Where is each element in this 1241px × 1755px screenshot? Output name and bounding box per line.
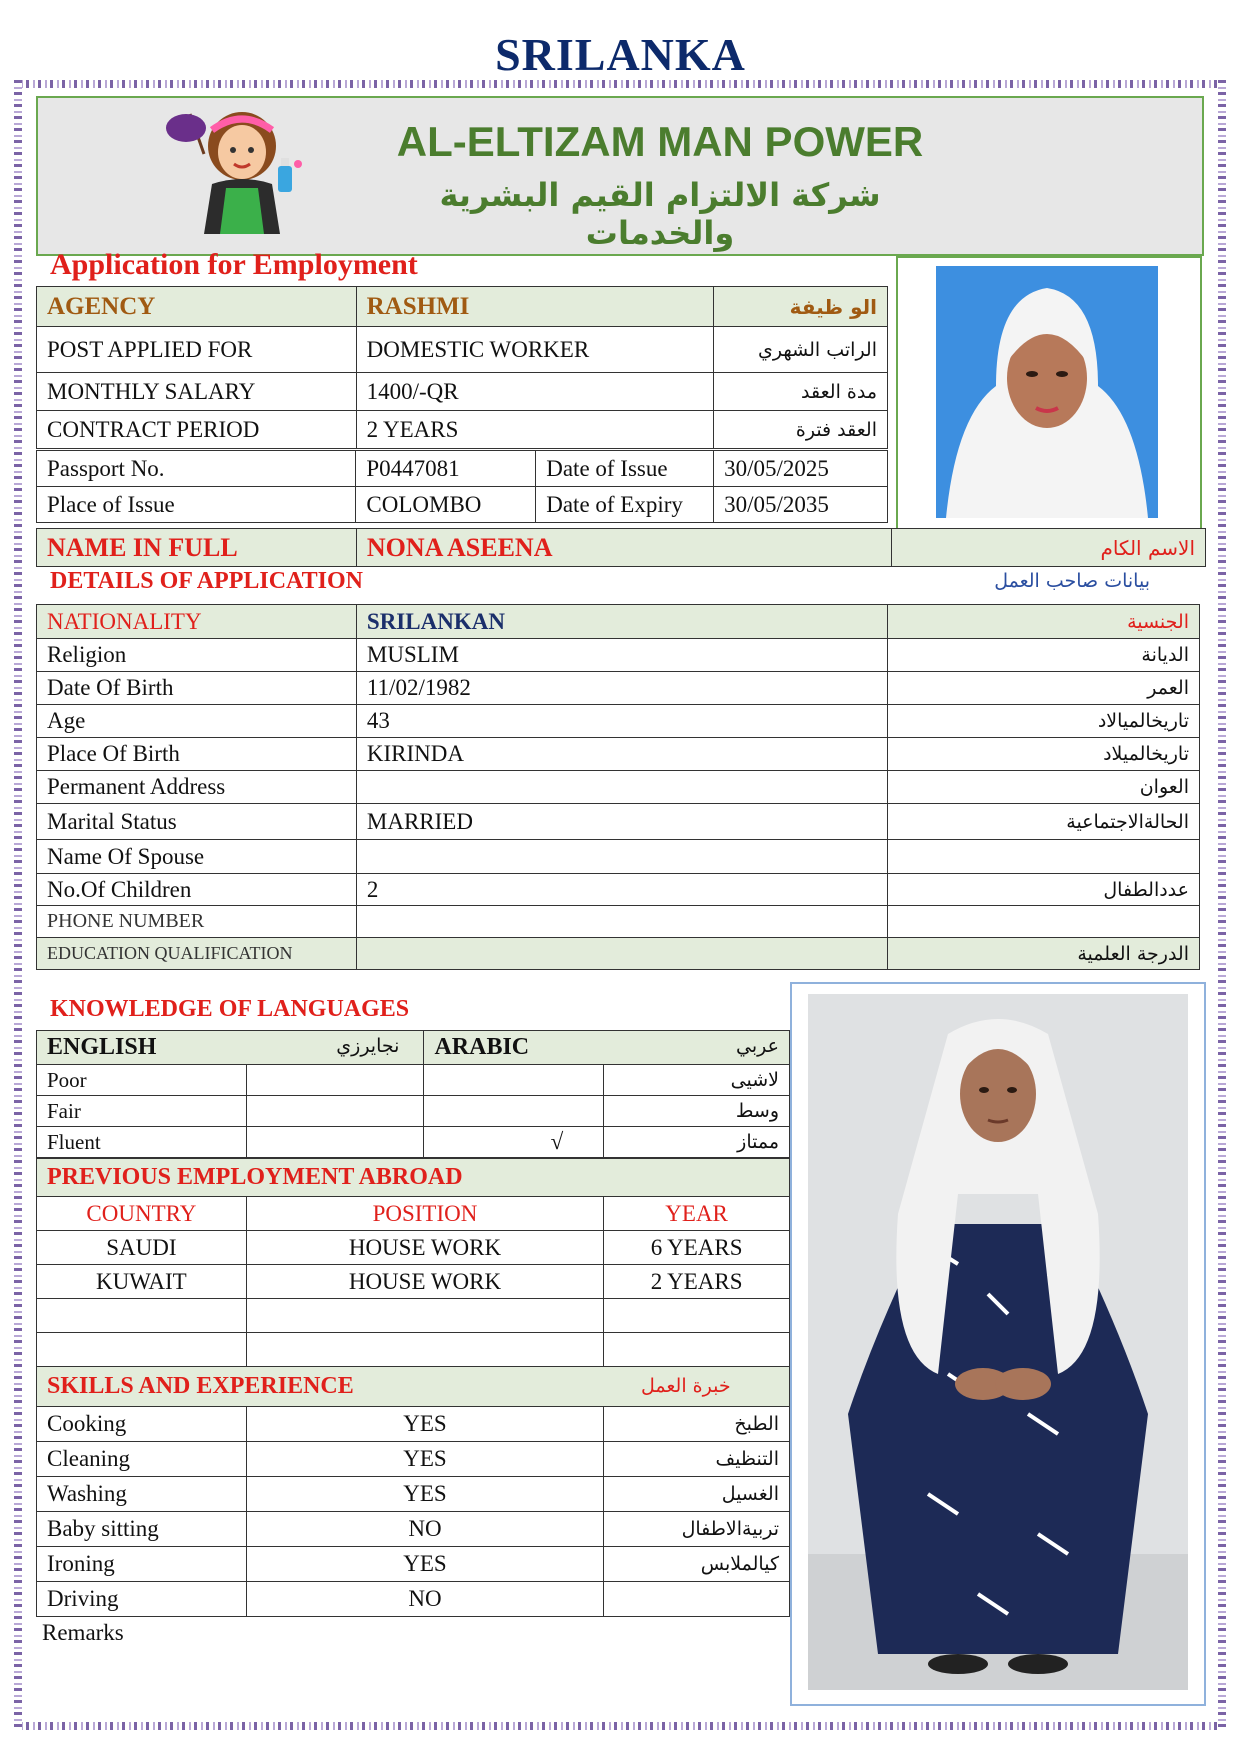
education-value xyxy=(356,938,887,970)
table-row xyxy=(37,1197,790,1231)
table-row xyxy=(37,804,1200,840)
nationality-arabic: الجنسية xyxy=(888,605,1200,639)
company-name-english: AL-ELTIZAM MAN POWER xyxy=(396,118,924,165)
languages-title: KNOWLEDGE OF LANGUAGES xyxy=(50,996,410,1022)
table-row xyxy=(37,1582,790,1617)
table-row xyxy=(37,1442,790,1477)
salary-arabic: مدة العقد xyxy=(714,373,888,411)
skills-title-arabic: خبرة العمل xyxy=(641,1375,731,1397)
fair-english xyxy=(246,1096,424,1127)
country-cell: KUWAIT xyxy=(37,1265,247,1299)
religion-arabic: الديانة xyxy=(888,639,1200,672)
salary-value: 1400/-QR xyxy=(356,373,714,411)
skill-arabic: التنظيف xyxy=(604,1442,790,1477)
english-header xyxy=(37,1031,424,1065)
children-label: No.Of Children xyxy=(37,874,357,906)
post-label: POST APPLIED FOR xyxy=(37,327,357,373)
skill-label: Cleaning xyxy=(37,1442,247,1477)
passport-no-value: P0447081 xyxy=(356,451,536,487)
table-row xyxy=(37,906,1200,938)
year-cell: 2 YEARS xyxy=(604,1265,790,1299)
poor-arabic xyxy=(424,1065,604,1096)
english-label: ENGLISH xyxy=(47,1034,157,1060)
skills-header xyxy=(37,1367,790,1407)
phone-label: PHONE NUMBER xyxy=(37,906,357,938)
arabic-arabic-label: عربي xyxy=(736,1035,779,1057)
page-title: SRILANKA xyxy=(495,29,746,80)
year-cell xyxy=(604,1299,790,1333)
position-header: POSITION xyxy=(246,1197,603,1231)
skill-label: Baby sitting xyxy=(37,1512,247,1547)
expiry-date-value: 30/05/2035 xyxy=(714,487,888,523)
position-cell: HOUSE WORK xyxy=(246,1231,603,1265)
age-value: 43 xyxy=(356,705,887,738)
table-row xyxy=(37,1127,790,1158)
post-value: DOMESTIC WORKER xyxy=(356,327,714,373)
skill-value: YES xyxy=(246,1442,603,1477)
passport-no-label: Passport No. xyxy=(37,451,356,487)
form-title: Application for Employment xyxy=(50,248,418,281)
phone-arabic xyxy=(888,906,1200,938)
spouse-value xyxy=(356,840,887,874)
table-row xyxy=(37,487,888,523)
issue-date-label: Date of Issue xyxy=(536,451,714,487)
birthplace-value: KIRINDA xyxy=(356,738,887,771)
country-header: COUNTRY xyxy=(37,1197,247,1231)
skill-value: NO xyxy=(246,1512,603,1547)
skill-value: YES xyxy=(246,1547,603,1582)
full-name-label: NAME IN FULL xyxy=(37,529,357,567)
agency-value: RASHMI xyxy=(356,287,714,327)
agency-label: AGENCY xyxy=(37,287,357,327)
contract-value: 2 YEARS xyxy=(356,411,714,449)
table-row xyxy=(37,1299,790,1333)
country-cell xyxy=(37,1299,247,1333)
full-name-arabic: الاسم الكام xyxy=(892,529,1206,567)
skills-title: SKILLS AND EXPERIENCE xyxy=(47,1373,354,1399)
position-cell: HOUSE WORK xyxy=(246,1265,603,1299)
education-arabic: الدرجة العلمية xyxy=(888,938,1200,970)
arabic-header xyxy=(424,1031,790,1065)
fair-arabic-label: وسط xyxy=(604,1096,790,1127)
year-header: YEAR xyxy=(604,1197,790,1231)
spouse-label: Name Of Spouse xyxy=(37,840,357,874)
full-photo-frame xyxy=(790,982,1206,1706)
skill-arabic: كيالملابس xyxy=(604,1547,790,1582)
marital-arabic: الحالةالاجتماعية xyxy=(888,804,1200,840)
position-cell xyxy=(246,1299,603,1333)
place-issue-label: Place of Issue xyxy=(37,487,356,523)
spouse-arabic xyxy=(888,840,1200,874)
fluent-label: Fluent xyxy=(37,1127,247,1158)
name-table xyxy=(36,528,1206,567)
country-cell xyxy=(37,1333,247,1367)
full-name-value: NONA ASEENA xyxy=(356,529,891,567)
table-row xyxy=(37,938,1200,970)
table-row xyxy=(37,1065,790,1096)
table-row xyxy=(37,451,888,487)
table-row xyxy=(37,373,888,411)
table-row xyxy=(37,1159,790,1197)
poor-english xyxy=(246,1065,424,1096)
table-row xyxy=(37,1367,790,1407)
table-row xyxy=(37,639,1200,672)
skill-value: NO xyxy=(246,1582,603,1617)
passport-table xyxy=(36,450,888,523)
skill-arabic xyxy=(604,1582,790,1617)
skill-value: YES xyxy=(246,1407,603,1442)
marital-value: MARRIED xyxy=(356,804,887,840)
skills-table xyxy=(36,1366,790,1617)
skill-label: Cooking xyxy=(37,1407,247,1442)
table-row xyxy=(37,1231,790,1265)
table-row xyxy=(37,1031,790,1065)
children-arabic: عددالطفال xyxy=(888,874,1200,906)
skill-value: YES xyxy=(246,1477,603,1512)
agency-arabic: الو ظيفة xyxy=(714,287,888,327)
post-arabic: الراتب الشهري xyxy=(714,327,888,373)
year-cell xyxy=(604,1333,790,1367)
details-table xyxy=(36,604,1200,970)
issue-date-value: 30/05/2025 xyxy=(714,451,888,487)
table-row xyxy=(37,1477,790,1512)
table-row xyxy=(37,529,1206,567)
table-row xyxy=(37,874,1200,906)
passport-photo xyxy=(936,266,1158,518)
details-title-arabic: بيانات صاحب العمل xyxy=(994,570,1150,592)
frame-right-border xyxy=(1218,80,1226,1730)
religion-value: MUSLIM xyxy=(356,639,887,672)
fluent-arabic: √ xyxy=(424,1127,604,1158)
address-value xyxy=(356,771,887,804)
position-cell xyxy=(246,1333,603,1367)
table-row xyxy=(37,771,1200,804)
table-row xyxy=(37,1512,790,1547)
company-name-arabic: شركة الالتزام القيم البشرية والخدمات xyxy=(439,176,881,252)
education-label: EDUCATION QUALIFICATION xyxy=(37,938,357,970)
table-row xyxy=(37,327,888,373)
agency-table xyxy=(36,286,888,449)
table-row xyxy=(37,1407,790,1442)
fluent-arabic-label: ممتاز xyxy=(604,1127,790,1158)
skill-label: Ironing xyxy=(37,1547,247,1582)
expiry-date-label: Date of Expiry xyxy=(536,487,714,523)
phone-value xyxy=(356,906,887,938)
skill-label: Washing xyxy=(37,1477,247,1512)
country-cell: SAUDI xyxy=(37,1231,247,1265)
address-arabic: العوان xyxy=(888,771,1200,804)
table-row xyxy=(37,840,1200,874)
fair-label: Fair xyxy=(37,1096,247,1127)
fluent-english xyxy=(246,1127,424,1158)
table-row xyxy=(37,287,888,327)
birthplace-arabic: تاريخالميلاد xyxy=(888,738,1200,771)
fair-arabic xyxy=(424,1096,604,1127)
poor-label: Poor xyxy=(37,1065,247,1096)
skill-label: Driving xyxy=(37,1582,247,1617)
children-value: 2 xyxy=(356,874,887,906)
skill-arabic: الطبخ xyxy=(604,1407,790,1442)
table-row xyxy=(37,411,888,449)
dob-value: 11/02/1982 xyxy=(356,672,887,705)
remarks-label: Remarks xyxy=(42,1620,124,1645)
skill-arabic: الغسيل xyxy=(604,1477,790,1512)
nationality-value: SRILANKAN xyxy=(356,605,887,639)
frame-bottom-border xyxy=(14,1722,1226,1730)
table-row xyxy=(37,1265,790,1299)
table-row xyxy=(37,1333,790,1367)
nationality-label: NATIONALITY xyxy=(37,605,357,639)
place-issue-value: COLOMBO xyxy=(356,487,536,523)
address-label: Permanent Address xyxy=(37,771,357,804)
dob-arabic: العمر xyxy=(888,672,1200,705)
contract-arabic: العقد فترة xyxy=(714,411,888,449)
skill-arabic: تربيةالاطفال xyxy=(604,1512,790,1547)
age-label: Age xyxy=(37,705,357,738)
contract-label: CONTRACT PERIOD xyxy=(37,411,357,449)
employment-table xyxy=(36,1158,790,1367)
table-row xyxy=(37,738,1200,771)
birthplace-label: Place Of Birth xyxy=(37,738,357,771)
year-cell: 6 YEARS xyxy=(604,1231,790,1265)
table-row xyxy=(37,1096,790,1127)
details-title: DETAILS OF APPLICATION xyxy=(50,568,363,594)
age-arabic: تاريخالميالاد xyxy=(888,705,1200,738)
frame-left-border xyxy=(14,80,22,1730)
table-row xyxy=(37,1547,790,1582)
languages-table xyxy=(36,1030,790,1158)
salary-label: MONTHLY SALARY xyxy=(37,373,357,411)
table-row xyxy=(37,672,1200,705)
table-row xyxy=(37,605,1200,639)
marital-label: Marital Status xyxy=(37,804,357,840)
dob-label: Date Of Birth xyxy=(37,672,357,705)
poor-arabic-label: لاشيى xyxy=(604,1065,790,1096)
arabic-label: ARABIC xyxy=(434,1034,530,1060)
table-row xyxy=(37,705,1200,738)
religion-label: Religion xyxy=(37,639,357,672)
frame-top-border xyxy=(14,80,1226,88)
maid-logo xyxy=(160,104,310,246)
full-body-photo xyxy=(808,994,1188,1690)
passport-photo-frame xyxy=(896,256,1202,530)
english-arabic-label: نجايرزي xyxy=(336,1035,400,1057)
employment-title: PREVIOUS EMPLOYMENT ABROAD xyxy=(37,1159,790,1197)
